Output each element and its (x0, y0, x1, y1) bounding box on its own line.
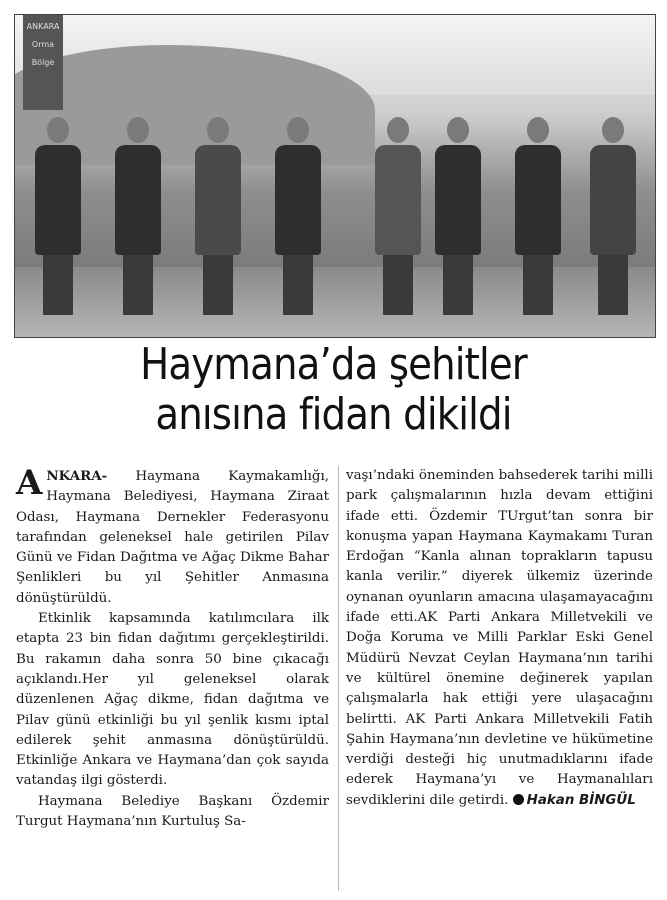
sign-line: Orma (31, 40, 55, 49)
paragraph-text: vaşı’ndaki öneminden bahsederek tarihi milli park çalışmalarının hızla devam ettiğini ifade etti. Özdemir TUrgut’tan sonra bir konuşma yapan Haymana Kaymakamı Turan Erdoğan “Kanla alınan toprakların tapusu kanla verilir.” diyerek ülkemiz üzerinde oynanan oyunların amacına ulaşamayacağını ifade etti.AK Parti Ankara Milletvekili ve Doğa Koruma ve Milli Parklar Eski Genel Müdürü Nevzat Ceylan Haymana’nın tarihi ve kültürel önemine değinerek yapılan çalışmalarla hak ettiği yere ulaşacağını belirtti. AK Parti Ankara Milletvekili Fatih Şahin Haymana’nın devletine ve hükümetine verdiği desteği hiç unutmadıklarını ifade ederek Haymana’yı ve Haymanalıları sevdiklerini dile getirdi. (346, 468, 653, 808)
photo-person (195, 117, 241, 315)
article-column-1 (16, 463, 329, 832)
article-column-2 (346, 466, 653, 811)
article-paragraph: Haymana Belediye Başkanı Özdemir Turgut Haymana’nın Kurtuluş Sa- (16, 793, 329, 830)
photo-person (275, 117, 321, 315)
photo-person (590, 117, 636, 315)
dateline: NKARA- (46, 468, 108, 484)
headline-line-1: Haymana’da şehitler (140, 339, 527, 390)
news-photo (14, 14, 656, 338)
article-paragraph: Etkinlik kapsamında katılımcılara ilk etapta 23 bin fidan dağıtımı gerçekleştirildi. Bu rakamın daha sonra 50 bine çıkacağı açıklandı.Her yıl geleneksel olarak düzenlenen Ağaç dikme, fidan dağıtma ve Pilav günü etkinliği bu yıl şenlik kısmı iptal edilerek şehit anmasına dönüştürüldü. Etkinliğe Ankara ve Haymana’dan çok sayıda vatandaş ilgi gösterdi. (16, 611, 329, 789)
headline-line-2: anısına fidan dikildi (155, 389, 512, 440)
sign-line: ANKARA (26, 22, 60, 31)
photo-person (515, 117, 561, 315)
article-paragraph (346, 466, 653, 811)
byline: Hakan BİNGÜL (526, 792, 636, 808)
photo-person (115, 117, 161, 315)
dropcap: A (16, 463, 43, 503)
article-paragraph (16, 463, 329, 609)
photo-person (435, 117, 481, 315)
paragraph-text: Haymana Kaymakamlığı, Haymana Belediyesi, Haymana Ziraat Odası, Haymana Dernekler Federasyonu tarafından geleneksel hale getirilen Pilav Günü ve Fidan Dağıtma ve Ağaç Dikme Bahar Şenlikleri bu yıl Şehitler Anmasına dönüştürüldü. (16, 469, 329, 606)
photo-sign (23, 15, 63, 110)
photo-person (375, 117, 421, 315)
photo-person (35, 117, 81, 315)
headline (40, 340, 627, 440)
column-divider (338, 466, 339, 891)
sign-line: Bölge (31, 58, 55, 67)
bullet-icon (513, 794, 524, 805)
